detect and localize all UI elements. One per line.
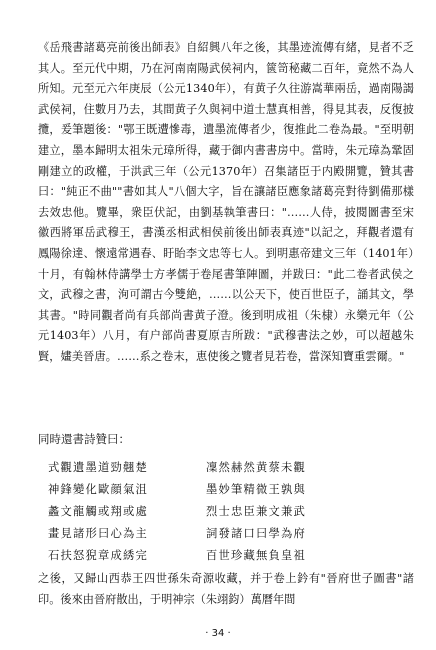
poem-line-left: 蠡文龍觸或翔或處: [48, 505, 148, 518]
poem-line-right: 墨妙筆精微王孰與: [206, 483, 306, 496]
poem-line-left: 畫見諸形曰心為主: [48, 527, 148, 540]
poem-line: [48, 456, 414, 478]
poem-line-left: 式觀遺墨道勁翹楚: [48, 461, 148, 474]
poem-line-right: 百世珍藏無負皇祖: [206, 549, 306, 562]
poem-block: [48, 456, 414, 566]
poem-line: [48, 522, 414, 544]
continuation-paragraph: 之後，又歸山西恭王四世孫朱奇源收藏，并于卷上鈐有"晉府世子圖書"諸印。後來由晉府散出，于明神宗（朱翊鈞）萬曆年間: [38, 572, 414, 606]
main-paragraph: 《岳飛書諸葛亮前後出師表》自紹興八年之後，其墨迹流傳有緒，見者不乏其人。至元代中期，乃在河南南陽武侯祠内，篋笥秘藏二百年，竟然不為人所知。元至元六年庚辰（公元1340年），有黄子久往游嵩華兩岳，過南陽謁武侯祠，住數月乃去，其間黄子久與祠中道士慧真相善，得見其表，反復披攬，爰筆題後："鄂王既遭慘毒，遺墨流傳者少，復推此二卷為最。"至明朝建立，墨本歸明太祖朱元璋所得，藏于御内書書房中。當時，朱元璋為鞏固剛建立的政權，于洪武三年（公元1370年）召集諸臣于内殿開覽，贊其書曰："純正不曲""書如其人"八個大字，旨在讓諸臣應象諸葛亮對待劉備那樣去效忠他。覽畢，衆臣伏記，由劉基執筆書曰："……人侍，披閱圖書至宋徽西將軍岳武穆王，書漢丞相武相侯前後出師表真迹"以記之，拜觀者還有鳳陽徐達、懷遠常遇春、盱眙李文忠等七人。到明惠帝建文三年（1401年）十月，有翰林侍講學士方孝儒于卷尾書筆陣圖，并跋曰："此二卷者武侯之文，武穆之書，洵可謂古今雙絶，……以公天下，使百世臣子，誦其文，學其書。"時同觀者尚有兵部尚書黄子澄。後到明成祖（朱棣）永樂元年（公元1403年）八月，有户部尚書夏原吉所跋："武穆書法之妙，可以超越朱賢，嫿美晉唐。……系之卷末，恵使後之覽者見若卷，當深知寶重雲爾。": [38, 41, 414, 363]
poem-line: [48, 500, 414, 522]
poem-line-right: 凜然赫然黄蔡未觀: [206, 461, 306, 474]
poem-line: [48, 544, 414, 566]
poem-heading: 同時還書詩贊曰：: [38, 432, 130, 446]
poem-line-left: 石扶怒猊章成綉完: [48, 549, 148, 562]
page-number: · 34 ·: [205, 628, 231, 639]
poem-line-right: 烈士忠臣兼文兼武: [206, 505, 306, 518]
poem-line-left: 神鋒變化歐顔氣沮: [48, 483, 148, 496]
poem-line: [48, 478, 414, 500]
poem-line-right: 詞發諸口曰學為府: [206, 527, 306, 540]
